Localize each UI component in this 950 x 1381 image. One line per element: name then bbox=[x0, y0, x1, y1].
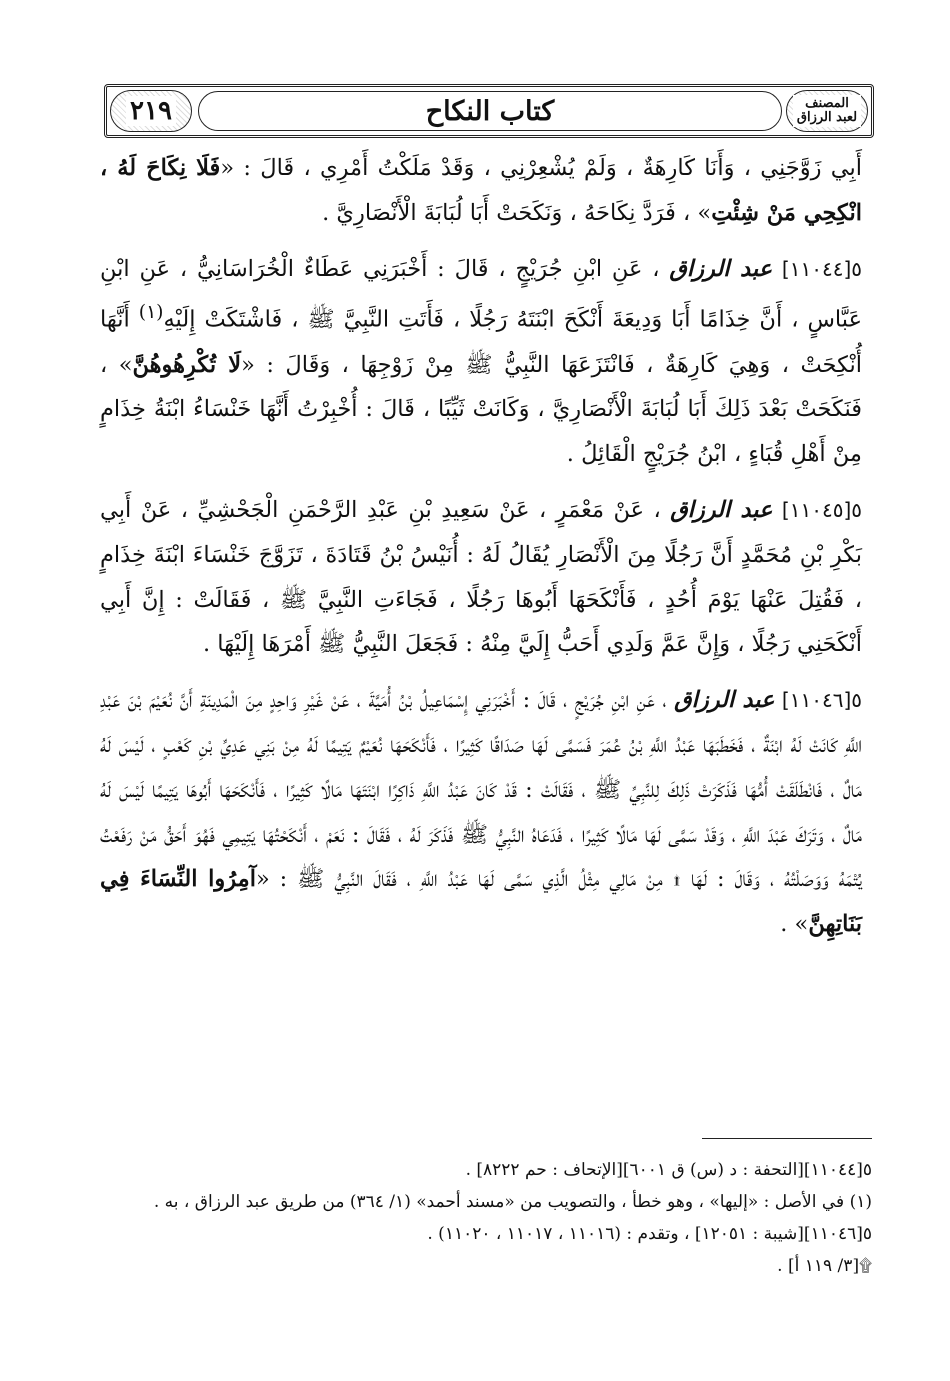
manuscript-marker: ۩ bbox=[672, 866, 681, 893]
book-logo-text bbox=[793, 95, 861, 127]
footnote-line: ۩[٣/ ١١٩ أ] . bbox=[777, 1256, 872, 1276]
hadith-number: ٥[١١٠٤٥] bbox=[781, 498, 862, 523]
footnote-line: (١) في الأصل : «إليها» ، وهو خطأ ، والتصويب من «مسند أحمد» (١/ ٣٦٤) من طريق عبد الرزاق ، به . bbox=[153, 1192, 872, 1212]
hadith-11045: ٥[١١٠٤٥] عبد الرزاق ، عَنْ مَعْمَرٍ ، عَنْ سَعِيدِ بْنِ عَبْدِ الرَّحْمَنِ الْجَحْشِيِّ ، عَنْ أَبِي بَكْرِ بْنِ مُحَمَّدٍ أَنَّ رَجُلًا مِنَ الْأَنْصَارِ يُقَالُ لَهُ : أُنَيْسُ بْنُ قَتَادَةَ ، تَزَوَّجَ خَنْسَاءَ ابْنَةَ خِذَامٍ ، فَقُتِلَ عَنْهَا يَوْمَ أُحُدٍ ، فَأَنْكَحَهَا أَبُوهَا رَجُلًا ، فَجَاءَتِ النَّبِيَّ ﷺ ، فَقَالَتْ : إِنَّ أَبِي أَنْكَحَنِي رَجُلًا ، وَإِنَّ عَمَّ وَلَدِي أَحَبُّ إِلَيَّ مِنْهُ : فَجَعَلَ النَّبِيُّ ﷺ أَمْرَهَا إِلَيْهَا . bbox=[100, 497, 862, 658]
hadith-number: ٥[١١٠٤٤] bbox=[781, 256, 862, 281]
book-logo bbox=[786, 90, 868, 132]
paragraph-continuation: أَبِي زَوَّجَنِي ، وَأَنَا كَارِهَةٌ ، وَلَمْ يُشْعِرْنِي ، وَقَدْ مَلَكْتُ أَمْرِي ، قَالَ : «فَلَا نِكَاحَ لَهُ ، انْكِحِي مَنْ شِئْتِ» ، فَرَدَّ نِكَاحَهُ ، وَنَكَحَتْ أَبَا لُبَابَةَ الْأَنْصَارِيَّ . bbox=[100, 155, 862, 226]
narrator: عبد الرزاق bbox=[674, 687, 775, 714]
narrator: عبد الرزاق bbox=[669, 255, 773, 282]
page-header bbox=[104, 84, 874, 138]
page-number: ٢١٩ bbox=[126, 96, 176, 126]
prophet-saying: آمِرُوا النِّسَاءَ فِي بَنَاتِهِنَّ bbox=[100, 866, 862, 938]
hadith-11046: ٥[١١٠٤٦] عبد الرزاق ، عَنِ ابْنِ جُرَيْجٍ ، قَالَ : أَخْبَرَنِي إِسْمَاعِيلُ بْنُ أُمَيَّةَ ، عَنْ غَيْرِ وَاحِدٍ مِنَ الْمَدِينَةِ أَنَّ نُعَيْمَ بْنَ عَبْدِ اللَّهِ كَانَتْ لَهُ ابْنَةٌ ، فَخَطَبَهَا عَبْدُ اللَّهِ بْنُ عُمَرَ فَسَمَّى لَهَا صَدَاقًا كَثِيرًا ، فَأَنْكَحَهَا نُعَيْمٌ يَتِيمًا لَهُ مِنْ بَنِي عَدِيِّ بْنِ كَعْبٍ ، لَيْسَ لَهُ مَالٌ ، فَانْطَلَقَتْ أُمُّهَا فَذَكَرَتْ ذَلِكَ لِلنَّبِيِّ ﷺ ، فَقَالَتْ : قَدْ كَانَ عَبْدُ اللَّهِ ذَاكِرًا ابْنَتَهَا مَالًا كَثِيرًا ، فَأَنْكَحَهَا أَبُوهَا يَتِيمًا لَيْسَ لَهُ مَالٌ ، وَتَرَكَ عَبْدَ اللَّهِ ، وَقَدْ سَمَّى لَهَا مَالًا كَثِيرًا ، فَدَعَاهُ النَّبِيُّ ﷺ فَذَكَرَ لَهُ ، فَقَالَ : نَعَمْ ، أَنْكَحْتُهَا يَتِيمِي فَهُوَ أَحَقُّ مَنْ رَفَعْتُ يُتْمَهُ وَوَصَلْتُهُ ، وَقَالَ : لَهَا ۩ مِنْ مَالِي مِثْلُ الَّذِي سَمَّى لَهَا عَبْدُ اللَّهِ ، فَقَالَ النَّبِيُّ ﷺ : «آمِرُوا النِّسَاءَ فِي بَنَاتِهِنَّ» . bbox=[100, 687, 862, 938]
footnote-separator bbox=[702, 1138, 872, 1139]
narrator: عبد الرزاق bbox=[670, 497, 773, 524]
logo-line-2: لعبد الرزاق bbox=[796, 110, 858, 125]
prophet-saying: فَلَا نِكَاحَ لَهُ ، انْكِحِي مَنْ شِئْتِ bbox=[100, 155, 862, 226]
chapter-title: كتاب النكاح bbox=[425, 95, 555, 127]
hadith-number: ٥[١١٠٤٦] bbox=[781, 688, 862, 713]
footnote-line: ٥[١١٠٤٤][التحفة : د (س) ق ٦٠٠١][الإتحاف : حم ٨٢٢٢] . bbox=[465, 1160, 872, 1180]
footnote-line: ٥[١١٠٤٦][شيبة : ١٢٠٥١] ، وتقدم : (١١٠١٦ ، ١١٠١٧ ، ١١٠٢٠) . bbox=[427, 1224, 872, 1244]
logo-line-1: المصنف bbox=[805, 96, 849, 111]
footnotes bbox=[100, 1154, 872, 1282]
header-title-box bbox=[198, 91, 782, 131]
page-number-box bbox=[110, 90, 192, 132]
main-text bbox=[100, 146, 862, 958]
hadith-11044: ٥[١١٠٤٤] عبد الرزاق ، عَنِ ابْنِ جُرَيْجٍ ، قَالَ : أَخْبَرَنِي عَطَاءٌ الْخُرَاسَانِيُّ ، عَنِ ابْنِ عَبَّاسٍ ، أَنَّ خِذَامًا أَبَا وَدِيعَةَ أَنْكَحَ ابْنَتَهُ رَجُلًا ، فَأَتَتِ النَّبِيَّ ﷺ ، فَاشْتَكَتْ إِلَيْهِ$^{(١)}$ أَنَّهَا أُنْكِحَتْ ، وَهِيَ كَارِهَةٌ ، فَانْتَزَعَهَا النَّبِيُّ ﷺ مِنْ زَوْجِهَا ، وَقَالَ : «لَا تُكْرِهُوهُنَّ» ، فَنَكَحَتْ بَعْدَ ذَلِكَ أَبَا لُبَابَةَ الْأَنْصَارِيَّ ، وَكَانَتْ ثَيِّبًا ، قَالَ : أُخْبِرْتُ أَنَّهَا خَنْسَاءُ ابْنَةُ خِذَامٍ مِنْ أَهْلِ قُبَاءٍ ، ابْنُ جُرَيْجٍ الْقَائِلُ . bbox=[100, 255, 863, 468]
footnote-ref: (١) bbox=[138, 302, 164, 324]
prophet-saying: لَا تُكْرِهُوهُنَّ bbox=[132, 351, 242, 378]
